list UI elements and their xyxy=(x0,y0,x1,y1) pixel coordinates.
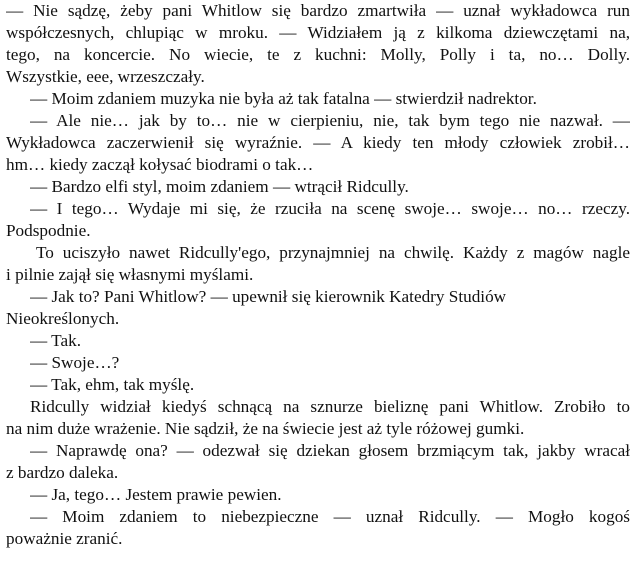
text-line: — Moim zdaniem muzyka nie była aż tak fatalna — stwierdził nadrektor. xyxy=(30,89,537,108)
text-line: — Bardzo elfi styl, moim zdaniem — wtrącił Ridcully. xyxy=(30,177,409,196)
text-line: i pilnie zajął się własnymi myślami. xyxy=(6,265,254,284)
text-line: — I tego… Wydaje mi się, że rzuciła na scenę swoje… swoje… no… rzeczy. xyxy=(30,199,630,218)
text-line: — Naprawdę ona? — odezwał się dziekan głosem brzmiącym tak, jakby wracał xyxy=(30,441,630,460)
text-line: — Jak to? Pani Whitlow? — upewnił się kierownik Katedry Studiów xyxy=(30,287,507,306)
text-line: — Swoje…? xyxy=(30,353,120,372)
text-line: — Tak. xyxy=(30,331,81,350)
text-line: — Tak, ehm, tak myślę. xyxy=(30,375,195,394)
text-line: — Ale nie… jak by to… nie w cierpieniu, nie, tak bym tego nie nazwał. — xyxy=(30,111,630,130)
text-line: Ridcully widział kiedyś schnącą na sznurze bieliznę pani Whitlow. Zrobiło to xyxy=(30,397,630,416)
text-line: tego, na koncercie. No wiecie, te z kuchni: Molly, Polly i ta, no… Dolly. xyxy=(6,45,630,64)
text-line: — Ja, tego… Jestem prawie pewien. xyxy=(30,485,282,504)
text-line: Wszystkie, eee, wrzeszczały. xyxy=(6,67,205,86)
text-line: — Moim zdaniem to niebezpieczne — uznał Ridcully. — Mogło kogoś xyxy=(30,507,630,526)
text-line: Nieokreślonych. xyxy=(6,309,120,328)
text-line: na nim duże wrażenie. Nie sądził, że na świecie jest aż tyle różowej gumki. xyxy=(6,419,525,438)
text-line: Wykładowca zaczerwienił się wyraźnie. — A kiedy ten młody człowiek zrobił… xyxy=(6,133,630,152)
text-line: Podspodnie. xyxy=(6,221,91,240)
text-line: poważnie zranić. xyxy=(6,529,123,548)
text-line: To uciszyło nawet Ridcully'ego, przynajmniej na chwilę. Każdy z magów nagle xyxy=(36,243,630,262)
text-line: z bardzo daleka. xyxy=(6,463,119,482)
text-line: — Nie sądzę, żeby pani Whitlow się bardzo zmartwiła — uznał wykładowca run xyxy=(6,1,630,20)
text-line: hm… kiedy zaczął kołysać biodrami o tak… xyxy=(6,155,314,174)
text-line: współczesnych, chlupiąc w mroku. — Widziałem ją z kilkoma dziewczętami na, xyxy=(6,23,630,42)
